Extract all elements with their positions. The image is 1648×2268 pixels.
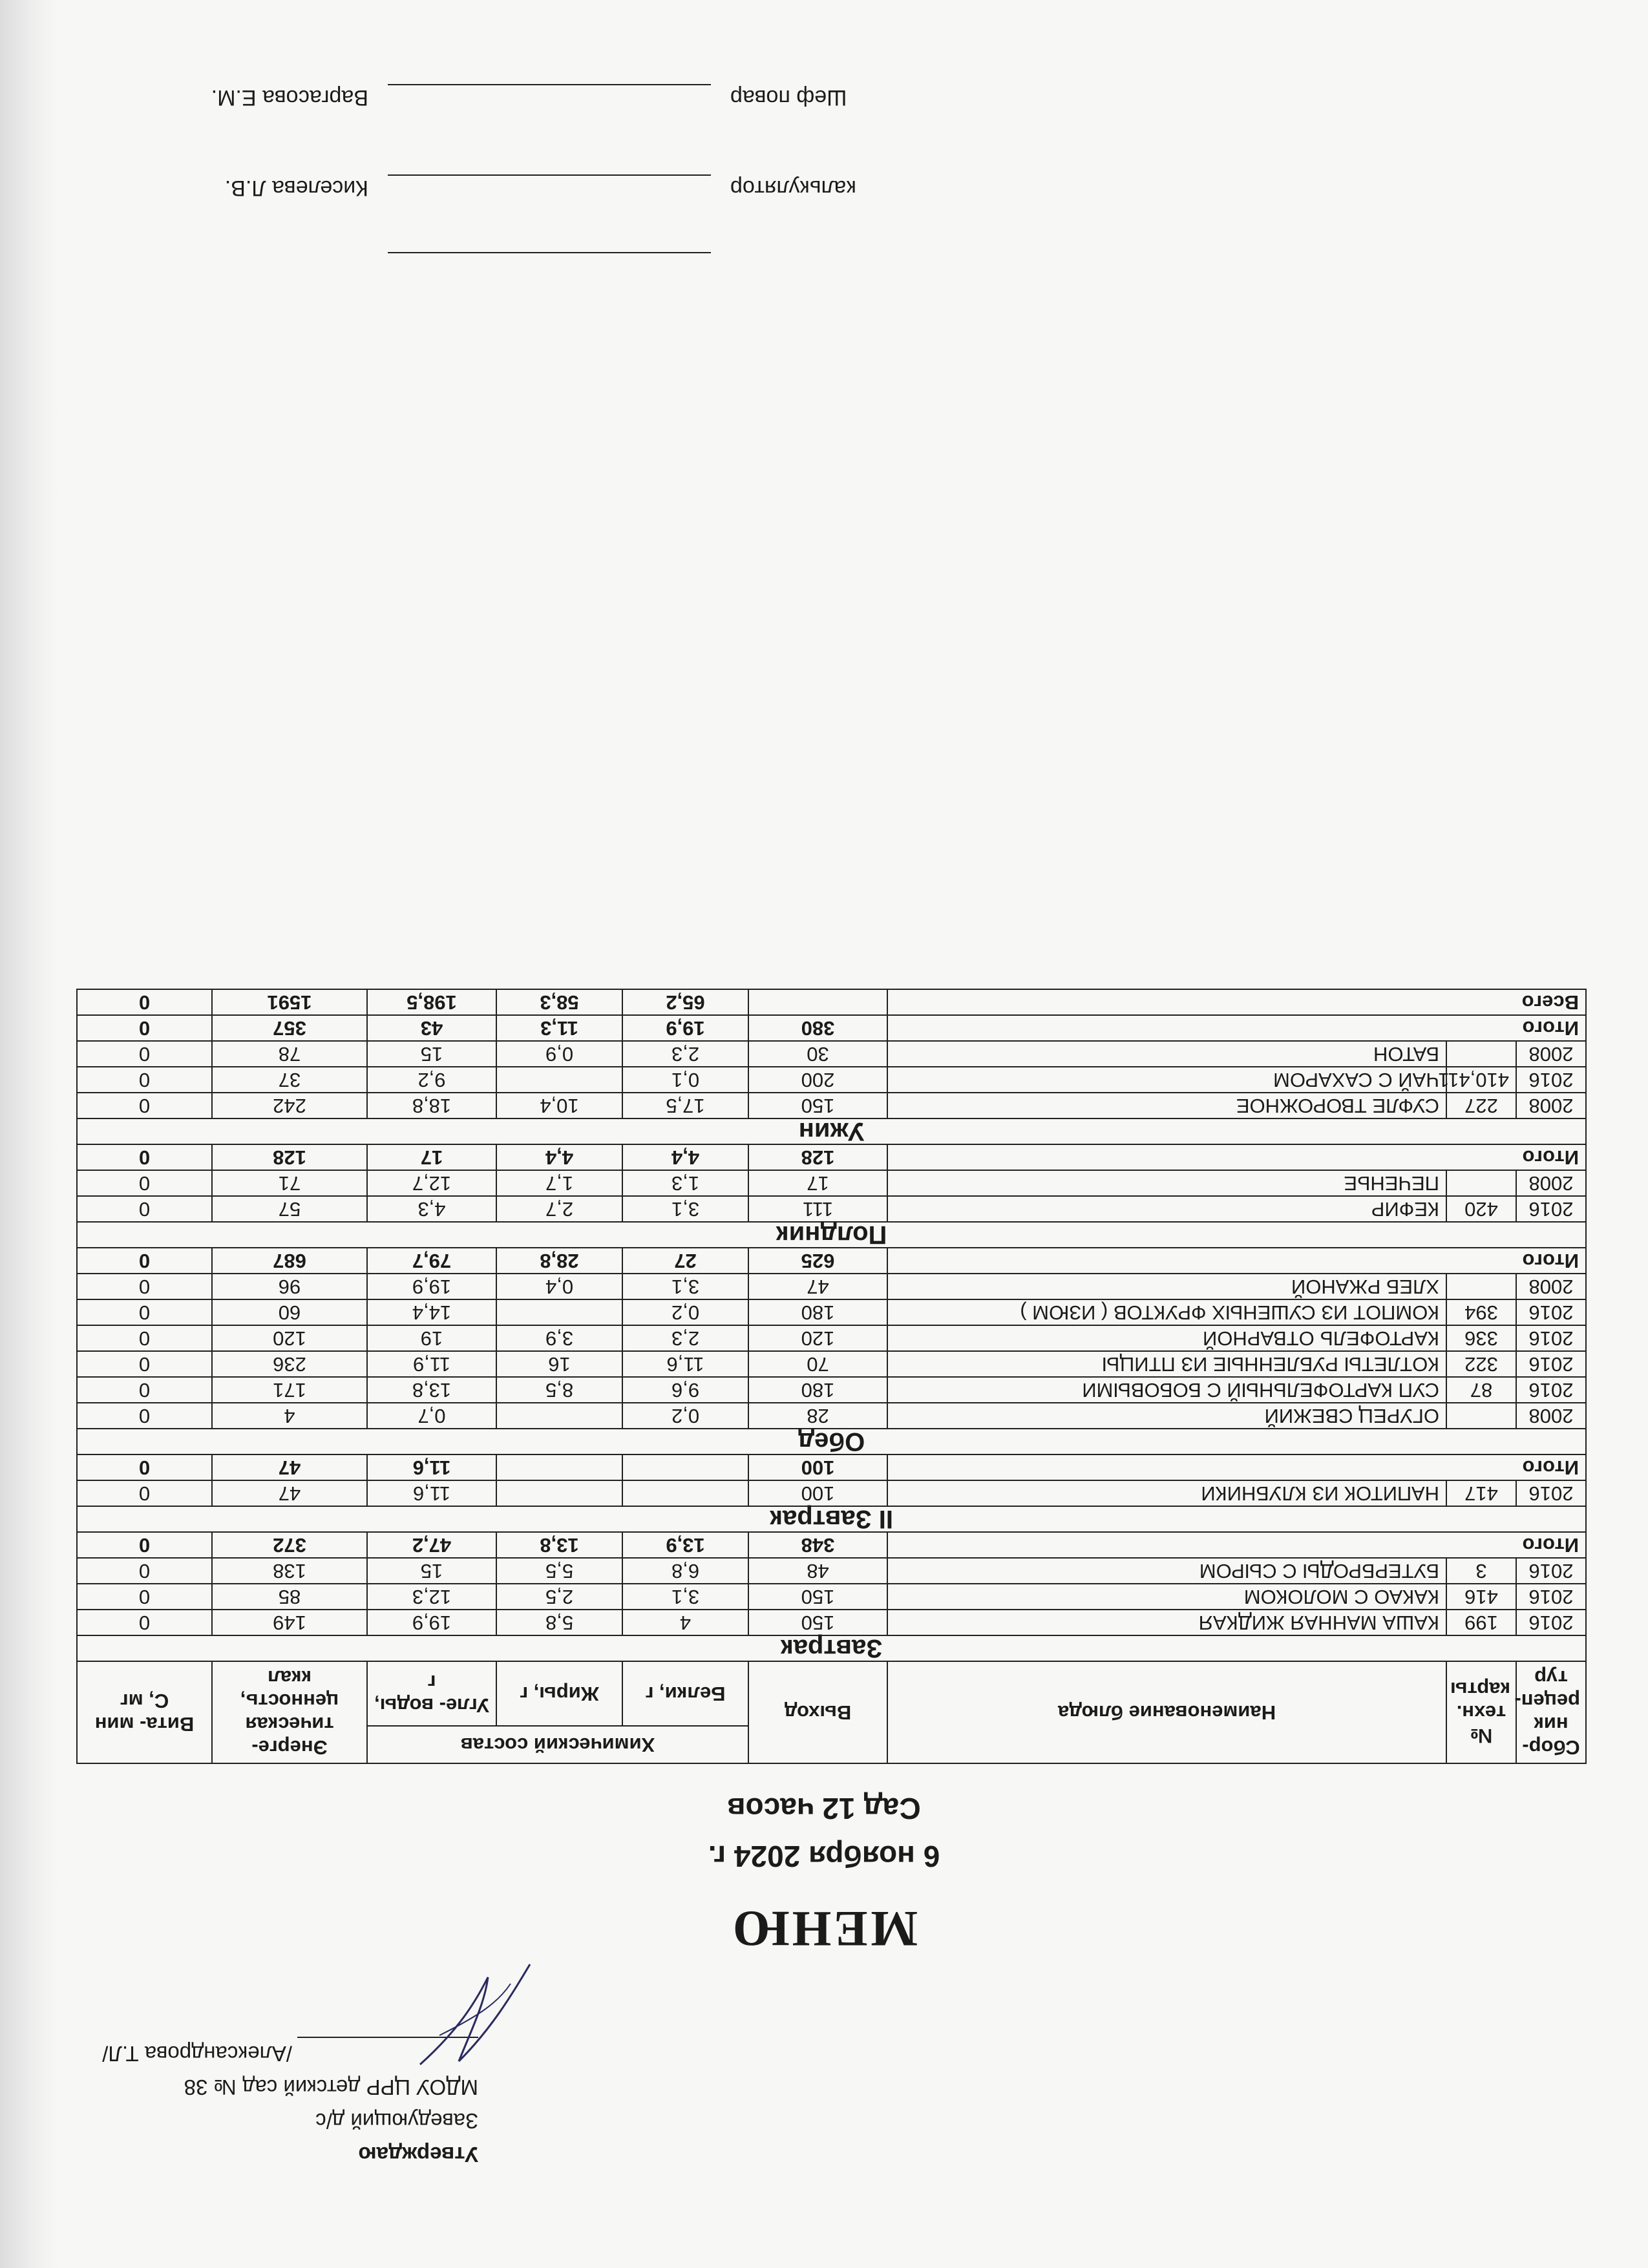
table-row bbox=[77, 1041, 1586, 1067]
col-protein: Белки, г bbox=[622, 1661, 748, 1726]
menu-body bbox=[77, 989, 1586, 1661]
cell-fat bbox=[496, 1299, 622, 1325]
cell-vitamin: 0 bbox=[77, 1480, 212, 1506]
cell-collection: 2008 bbox=[1516, 1403, 1586, 1429]
chef-name: Варгасова Е.М. bbox=[211, 85, 368, 110]
cell-vitamin: 0 bbox=[77, 1299, 212, 1325]
cell-collection: 2008 bbox=[1516, 1170, 1586, 1196]
total-row bbox=[77, 1144, 1586, 1170]
cell-fat: 1,7 bbox=[496, 1170, 622, 1196]
approval-signer: /Александрова Т.Л/ bbox=[102, 2042, 292, 2066]
cell-collection: 2016 bbox=[1516, 1584, 1586, 1610]
cell-dish-name: БУТЕРБРОДЫ С СЫРОМ bbox=[887, 1558, 1446, 1584]
calc-role: калькулятор bbox=[730, 176, 856, 200]
table-row bbox=[77, 1274, 1586, 1299]
table-row bbox=[77, 1067, 1586, 1093]
cell-collection: 2016 bbox=[1516, 1067, 1586, 1093]
cell-yield: 625 bbox=[748, 1248, 887, 1274]
cell-collection: 2016 bbox=[1516, 1480, 1586, 1506]
cell-fat: 2,5 bbox=[496, 1584, 622, 1610]
cell-vitamin: 0 bbox=[77, 1170, 212, 1196]
cell-card: 394 bbox=[1446, 1299, 1516, 1325]
section-row bbox=[77, 1635, 1586, 1661]
chef-role: Шеф повар bbox=[730, 85, 847, 110]
cell-card bbox=[1446, 1403, 1516, 1429]
cell-collection: 2016 bbox=[1516, 1325, 1586, 1351]
cell-fat bbox=[496, 1454, 622, 1480]
cell-dish-name: СУФЛЕ ТВОРОЖНОЕ bbox=[887, 1093, 1446, 1118]
table-row bbox=[77, 1584, 1586, 1610]
cell-yield: 150 bbox=[748, 1610, 887, 1635]
cell-card bbox=[1446, 1274, 1516, 1299]
table-row bbox=[77, 1196, 1586, 1222]
title-block bbox=[0, 1791, 1648, 1958]
cell-dish-name: БАТОН bbox=[887, 1041, 1446, 1067]
cell-vitamin: 0 bbox=[77, 1144, 212, 1170]
cell-fat: 0,4 bbox=[496, 1274, 622, 1299]
section-row bbox=[77, 1222, 1586, 1248]
cell-fat bbox=[496, 1403, 622, 1429]
cell-carbs: 198,5 bbox=[367, 989, 496, 1015]
table-row bbox=[77, 1558, 1586, 1584]
cell-protein: 2,3 bbox=[622, 1325, 748, 1351]
cell-protein: 27 bbox=[622, 1248, 748, 1274]
cell-carbs: 11,6 bbox=[367, 1454, 496, 1480]
cell-yield: 28 bbox=[748, 1403, 887, 1429]
menu-group: Сад 12 часов bbox=[727, 1792, 921, 1825]
table-row bbox=[77, 1610, 1586, 1635]
section-row bbox=[77, 1429, 1586, 1454]
cell-carbs: 19,9 bbox=[367, 1610, 496, 1635]
cell-collection: 2016 bbox=[1516, 1299, 1586, 1325]
cell-dish-name: ЧАЙ С САХАРОМ bbox=[887, 1067, 1446, 1093]
cell-yield: 47 bbox=[748, 1274, 887, 1299]
cell-energy: 57 bbox=[212, 1196, 367, 1222]
cell-energy: 149 bbox=[212, 1610, 367, 1635]
col-fat: Жиры, г bbox=[496, 1661, 622, 1726]
cell-protein: 2,3 bbox=[622, 1041, 748, 1067]
cell-protein: 0,1 bbox=[622, 1067, 748, 1093]
cell-carbs: 12,7 bbox=[367, 1170, 496, 1196]
cell-fat: 5,8 bbox=[496, 1610, 622, 1635]
cell-yield: 17 bbox=[748, 1170, 887, 1196]
cell-carbs: 19,9 bbox=[367, 1274, 496, 1299]
signature-line bbox=[388, 252, 711, 253]
cell-carbs: 14,4 bbox=[367, 1299, 496, 1325]
handwritten-signature bbox=[407, 1951, 549, 2074]
section-title: II Завтрак bbox=[77, 1506, 1586, 1532]
signature-line bbox=[388, 174, 711, 176]
cell-yield: 150 bbox=[748, 1093, 887, 1118]
cell-collection: 2008 bbox=[1516, 1274, 1586, 1299]
cell-energy: 37 bbox=[212, 1067, 367, 1093]
cell-energy: 60 bbox=[212, 1299, 367, 1325]
cell-fat: 28,8 bbox=[496, 1248, 622, 1274]
total-row bbox=[77, 1248, 1586, 1274]
cell-card: 420 bbox=[1446, 1196, 1516, 1222]
cell-energy: 4 bbox=[212, 1403, 367, 1429]
table-row bbox=[77, 1403, 1586, 1429]
cell-energy: 128 bbox=[212, 1144, 367, 1170]
cell-energy: 372 bbox=[212, 1532, 367, 1558]
grand-total-label: Всего bbox=[887, 989, 1586, 1015]
menu-title: МЕНЮ bbox=[730, 1901, 918, 1957]
cell-card: 87 bbox=[1446, 1377, 1516, 1403]
cell-protein: 0,2 bbox=[622, 1403, 748, 1429]
cell-carbs: 9,2 bbox=[367, 1067, 496, 1093]
cell-carbs: 47,2 bbox=[367, 1532, 496, 1558]
cell-card: 336 bbox=[1446, 1325, 1516, 1351]
cell-vitamin: 0 bbox=[77, 1377, 212, 1403]
cell-energy: 687 bbox=[212, 1248, 367, 1274]
col-name: Наименование блюда bbox=[887, 1661, 1446, 1763]
cell-energy: 242 bbox=[212, 1093, 367, 1118]
cell-dish-name: КОТЛЕТЫ РУБЛЕННЫЕ ИЗ ПТИЦЫ bbox=[887, 1351, 1446, 1377]
cell-card: 410,411 bbox=[1446, 1067, 1516, 1093]
cell-yield: 180 bbox=[748, 1299, 887, 1325]
cell-yield: 348 bbox=[748, 1532, 887, 1558]
cell-carbs: 79,7 bbox=[367, 1248, 496, 1274]
cell-protein: 11,6 bbox=[622, 1351, 748, 1377]
cell-carbs: 13,8 bbox=[367, 1377, 496, 1403]
table-row bbox=[77, 1170, 1586, 1196]
cell-dish-name: КЕФИР bbox=[887, 1196, 1446, 1222]
cell-vitamin: 0 bbox=[77, 1248, 212, 1274]
cell-yield: 70 bbox=[748, 1351, 887, 1377]
cell-vitamin: 0 bbox=[77, 1015, 212, 1041]
cell-yield: 30 bbox=[748, 1041, 887, 1067]
cell-dish-name: ОГУРЕЦ СВЕЖИЙ bbox=[887, 1403, 1446, 1429]
cell-fat: 3,9 bbox=[496, 1325, 622, 1351]
cell-protein: 65,2 bbox=[622, 989, 748, 1015]
cell-dish-name: НАПИТОК ИЗ КЛУБНИКИ bbox=[887, 1480, 1446, 1506]
cell-energy: 120 bbox=[212, 1325, 367, 1351]
cell-fat: 10,4 bbox=[496, 1093, 622, 1118]
cell-collection: 2016 bbox=[1516, 1377, 1586, 1403]
cell-collection: 2016 bbox=[1516, 1558, 1586, 1584]
cell-energy: 236 bbox=[212, 1351, 367, 1377]
cell-card bbox=[1446, 1041, 1516, 1067]
cell-vitamin: 0 bbox=[77, 1325, 212, 1351]
cell-carbs: 12,3 bbox=[367, 1584, 496, 1610]
cell-energy: 171 bbox=[212, 1377, 367, 1403]
menu-table bbox=[76, 989, 1587, 1764]
cell-vitamin: 0 bbox=[77, 1351, 212, 1377]
cell-protein: 1,3 bbox=[622, 1170, 748, 1196]
cell-energy: 47 bbox=[212, 1454, 367, 1480]
cell-protein: 3,1 bbox=[622, 1584, 748, 1610]
cell-collection: 2016 bbox=[1516, 1196, 1586, 1222]
cell-yield: 200 bbox=[748, 1067, 887, 1093]
cell-fat: 0,9 bbox=[496, 1041, 622, 1067]
cell-fat: 11,3 bbox=[496, 1015, 622, 1041]
cell-energy: 138 bbox=[212, 1558, 367, 1584]
cell-card: 199 bbox=[1446, 1610, 1516, 1635]
section-title: Полдник bbox=[77, 1222, 1586, 1248]
cell-fat: 4,4 bbox=[496, 1144, 622, 1170]
section-title: Обед bbox=[77, 1429, 1586, 1454]
header-row-1 bbox=[77, 1726, 1586, 1763]
cell-dish-name: КАРТОФЕЛЬ ОТВАРНОЙ bbox=[887, 1325, 1446, 1351]
approval-org: МДОУ ЦРР детский сад № 38 bbox=[184, 2075, 478, 2099]
table-row bbox=[77, 1299, 1586, 1325]
table-row bbox=[77, 1093, 1586, 1118]
cell-protein bbox=[622, 1480, 748, 1506]
cell-collection: 2008 bbox=[1516, 1041, 1586, 1067]
cell-carbs: 19 bbox=[367, 1325, 496, 1351]
col-chem: Химический состав bbox=[367, 1726, 748, 1763]
cell-fat bbox=[496, 1480, 622, 1506]
cell-fat: 58,3 bbox=[496, 989, 622, 1015]
total-row bbox=[77, 1015, 1586, 1041]
cell-vitamin: 0 bbox=[77, 1610, 212, 1635]
section-title: Ужин bbox=[77, 1118, 1586, 1144]
cell-energy: 1591 bbox=[212, 989, 367, 1015]
cell-fat: 5,5 bbox=[496, 1558, 622, 1584]
cell-collection: 2016 bbox=[1516, 1351, 1586, 1377]
cell-vitamin: 0 bbox=[77, 1196, 212, 1222]
cell-dish-name: ПЕЧЕНЬЕ bbox=[887, 1170, 1446, 1196]
cell-vitamin: 0 bbox=[77, 1274, 212, 1299]
cell-vitamin: 0 bbox=[77, 1532, 212, 1558]
total-label: Итого bbox=[887, 1532, 1586, 1558]
cell-vitamin: 0 bbox=[77, 1093, 212, 1118]
signature-line bbox=[388, 84, 711, 85]
cell-protein: 6,8 bbox=[622, 1558, 748, 1584]
cell-protein: 0,2 bbox=[622, 1299, 748, 1325]
cell-dish-name: ХЛЕБ РЖАНОЙ bbox=[887, 1274, 1446, 1299]
total-label: Итого bbox=[887, 1144, 1586, 1170]
cell-energy: 357 bbox=[212, 1015, 367, 1041]
cell-card bbox=[1446, 1170, 1516, 1196]
cell-protein: 19,9 bbox=[622, 1015, 748, 1041]
col-energy: Энерге- тическая ценность, ккал bbox=[212, 1661, 367, 1763]
cell-yield: 180 bbox=[748, 1377, 887, 1403]
cell-fat bbox=[496, 1067, 622, 1093]
cell-card: 417 bbox=[1446, 1480, 1516, 1506]
table-row bbox=[77, 1480, 1586, 1506]
total-label: Итого bbox=[887, 1015, 1586, 1041]
grand-total-row bbox=[77, 989, 1586, 1015]
approval-label: Утверждаю bbox=[358, 2143, 478, 2167]
col-carbs: Угле- воды, г bbox=[367, 1661, 496, 1726]
cell-fat: 13,8 bbox=[496, 1532, 622, 1558]
total-label: Итого bbox=[887, 1248, 1586, 1274]
section-row bbox=[77, 1118, 1586, 1144]
cell-protein: 4,4 bbox=[622, 1144, 748, 1170]
table-row bbox=[77, 1351, 1586, 1377]
cell-energy: 71 bbox=[212, 1170, 367, 1196]
cell-carbs: 4,3 bbox=[367, 1196, 496, 1222]
cell-vitamin: 0 bbox=[77, 1403, 212, 1429]
cell-carbs: 11,6 bbox=[367, 1480, 496, 1506]
cell-vitamin: 0 bbox=[77, 1041, 212, 1067]
cell-protein: 3,1 bbox=[622, 1274, 748, 1299]
cell-carbs: 15 bbox=[367, 1041, 496, 1067]
approval-position: Заведующий д/с bbox=[315, 2109, 478, 2133]
table-row bbox=[77, 1377, 1586, 1403]
cell-protein bbox=[622, 1454, 748, 1480]
col-yield: Выход bbox=[748, 1661, 887, 1763]
total-label: Итого bbox=[887, 1454, 1586, 1480]
cell-dish-name: КОМПОТ ИЗ СУШЕНЫХ ФРУКТОВ ( ИЗЮМ ) bbox=[887, 1299, 1446, 1325]
cell-energy: 78 bbox=[212, 1041, 367, 1067]
cell-fat: 16 bbox=[496, 1351, 622, 1377]
cell-fat: 8,5 bbox=[496, 1377, 622, 1403]
cell-fat: 2,7 bbox=[496, 1196, 622, 1222]
cell-yield bbox=[748, 989, 887, 1015]
cell-carbs: 43 bbox=[367, 1015, 496, 1041]
cell-collection: 2016 bbox=[1516, 1610, 1586, 1635]
cell-card: 416 bbox=[1446, 1584, 1516, 1610]
col-collection: Сбор- ник рецеп- тур bbox=[1516, 1661, 1586, 1763]
cell-carbs: 0,7 bbox=[367, 1403, 496, 1429]
cell-vitamin: 0 bbox=[77, 989, 212, 1015]
section-row bbox=[77, 1506, 1586, 1532]
cell-yield: 48 bbox=[748, 1558, 887, 1584]
cell-dish-name: КАША МАННАЯ ЖИДКАЯ bbox=[887, 1610, 1446, 1635]
cell-protein: 13,9 bbox=[622, 1532, 748, 1558]
cell-yield: 100 bbox=[748, 1454, 887, 1480]
col-card: № техн. карты bbox=[1446, 1661, 1516, 1763]
cell-vitamin: 0 bbox=[77, 1558, 212, 1584]
menu-date: 6 ноября 2024 г. bbox=[708, 1840, 940, 1873]
cell-vitamin: 0 bbox=[77, 1454, 212, 1480]
cell-collection: 2008 bbox=[1516, 1093, 1586, 1118]
cell-card: 3 bbox=[1446, 1558, 1516, 1584]
table-row bbox=[77, 1325, 1586, 1351]
cell-vitamin: 0 bbox=[77, 1067, 212, 1093]
calc-name: Киселева Л.В. bbox=[224, 176, 368, 200]
cell-yield: 128 bbox=[748, 1144, 887, 1170]
cell-energy: 47 bbox=[212, 1480, 367, 1506]
cell-carbs: 17 bbox=[367, 1144, 496, 1170]
cell-dish-name: СУП КАРТОФЕЛЬНЫЙ С БОБОВЫМИ bbox=[887, 1377, 1446, 1403]
cell-protein: 3,1 bbox=[622, 1196, 748, 1222]
cell-protein: 17,5 bbox=[622, 1093, 748, 1118]
section-title: Завтрак bbox=[77, 1635, 1586, 1661]
cell-vitamin: 0 bbox=[77, 1584, 212, 1610]
cell-card: 227 bbox=[1446, 1093, 1516, 1118]
cell-protein: 9,6 bbox=[622, 1377, 748, 1403]
total-row bbox=[77, 1454, 1586, 1480]
cell-yield: 111 bbox=[748, 1196, 887, 1222]
cell-protein: 4 bbox=[622, 1610, 748, 1635]
cell-yield: 150 bbox=[748, 1584, 887, 1610]
cell-dish-name: КАКАО С МОЛОКОМ bbox=[887, 1584, 1446, 1610]
col-vitamin: Вита- мин С, мг bbox=[77, 1661, 212, 1763]
cell-yield: 380 bbox=[748, 1015, 887, 1041]
cell-energy: 96 bbox=[212, 1274, 367, 1299]
cell-energy: 85 bbox=[212, 1584, 367, 1610]
cell-yield: 120 bbox=[748, 1325, 887, 1351]
cell-carbs: 15 bbox=[367, 1558, 496, 1584]
cell-card: 322 bbox=[1446, 1351, 1516, 1377]
cell-carbs: 11,9 bbox=[367, 1351, 496, 1377]
cell-yield: 100 bbox=[748, 1480, 887, 1506]
total-row bbox=[77, 1532, 1586, 1558]
cell-carbs: 18,8 bbox=[367, 1093, 496, 1118]
